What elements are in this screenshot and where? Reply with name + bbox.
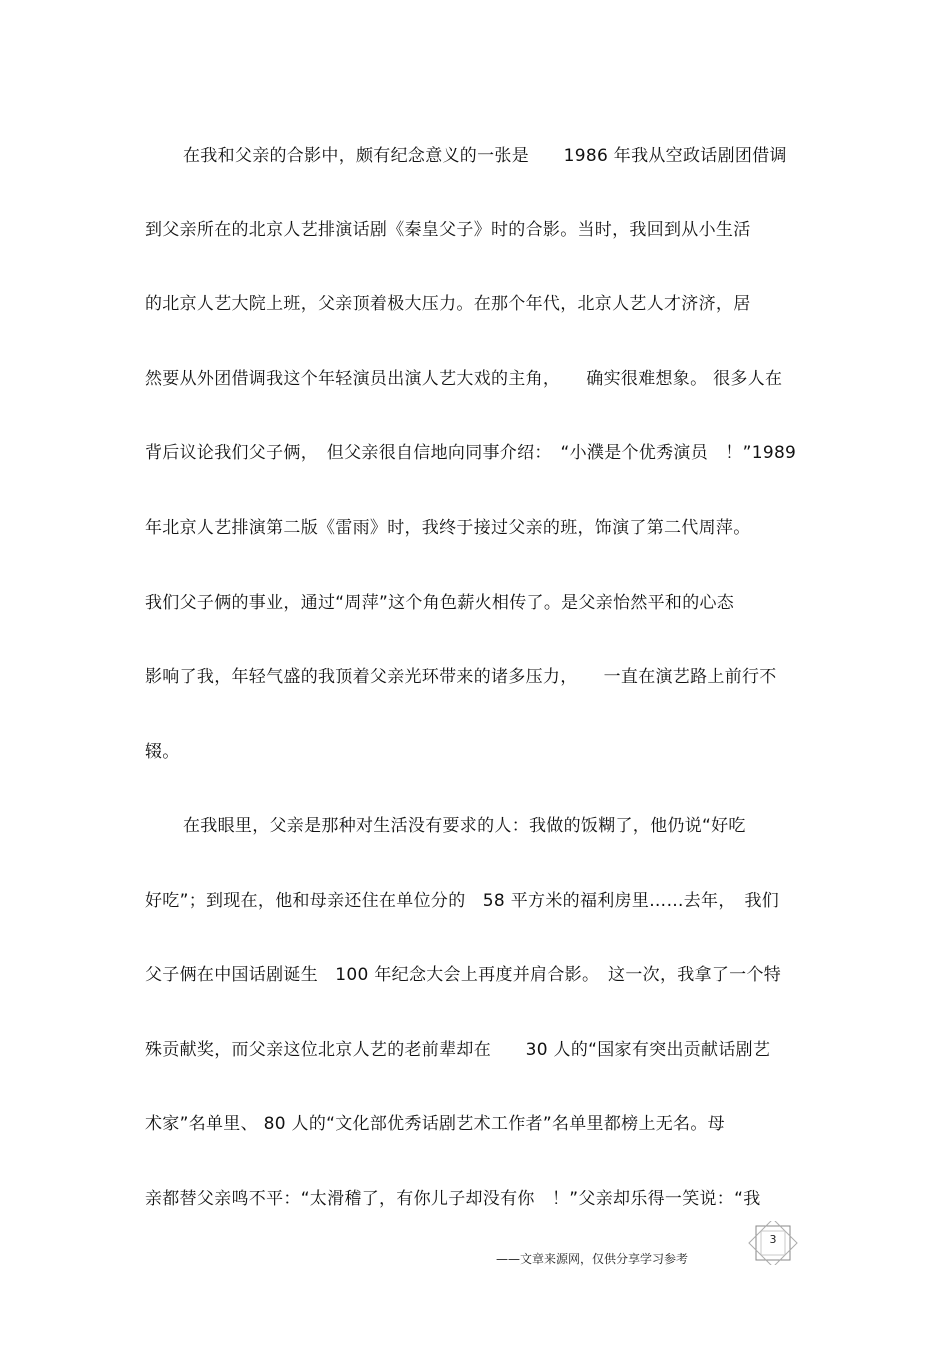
paragraph-1-line-5: 背后议论我们父子俩， 但父亲很自信地向同事介绍： “小濮是个优秀演员 ！”1989 (145, 443, 797, 463)
paragraph-1-line-8: 影响了我，年轻气盛的我顶着父亲光环带来的诸多压力， 一直在演艺路上前行不 (145, 667, 777, 687)
paragraph-1-line-2: 到父亲所在的北京人艺排演话剧《秦皇父子》时的合影。当时，我回到从小生活 (145, 220, 751, 240)
paragraph-2-line-1: 在我眼里，父亲是那种对生活没有要求的人：我做的饭糊了，他仍说“好吃 (183, 816, 746, 836)
paragraph-1-line-4: 然要从外团借调我这个年轻演员出演人艺大戏的主角， 确实很难想象。 很多人在 (145, 369, 783, 389)
page-number-badge (748, 1221, 798, 1265)
paragraph-2-line-2: 好吃”；到现在，他和母亲还住在单位分的 58 平方米的福利房里……去年， 我们 (145, 891, 780, 911)
paragraph-1-line-6: 年北京人艺排演第二版《雷雨》时，我终于接过父亲的班，饰演了第二代周萍。 (145, 518, 751, 538)
paragraph-2-line-3: 父子俩在中国话剧诞生 100 年纪念大会上再度并肩合影。 这一次，我拿了一个特 (145, 965, 782, 985)
paragraph-1-line-7: 我们父子俩的事业，通过“周萍”这个角色薪火相传了。是父亲怡然平和的心态 (145, 593, 735, 613)
paragraph-1-line-3: 的北京人艺大院上班，父亲顶着极大压力。在那个年代，北京人艺人才济济，居 (145, 294, 751, 314)
page-number: 3 (769, 1233, 777, 1246)
paragraph-2-line-6: 亲都替父亲鸣不平：“太滑稽了，有你儿子却没有你 ！”父亲却乐得一笑说：“我 (145, 1189, 761, 1209)
paragraph-1-line-1: 在我和父亲的合影中，颇有纪念意义的一张是 1986 年我从空政话剧团借调 (183, 146, 787, 166)
paragraph-2-line-5: 术家”名单里、 80 人的“文化部优秀话剧艺术工作者”名单里都榜上无名。母 (145, 1114, 725, 1134)
paragraph-1-line-9: 辍。 (145, 742, 180, 762)
footer-source-note: ——文章来源网，仅供分享学习参考 (496, 1252, 689, 1266)
paragraph-2-line-4: 殊贡献奖，而父亲这位北京人艺的老前辈却在 30 人的“国家有突出贡献话剧艺 (145, 1040, 771, 1060)
